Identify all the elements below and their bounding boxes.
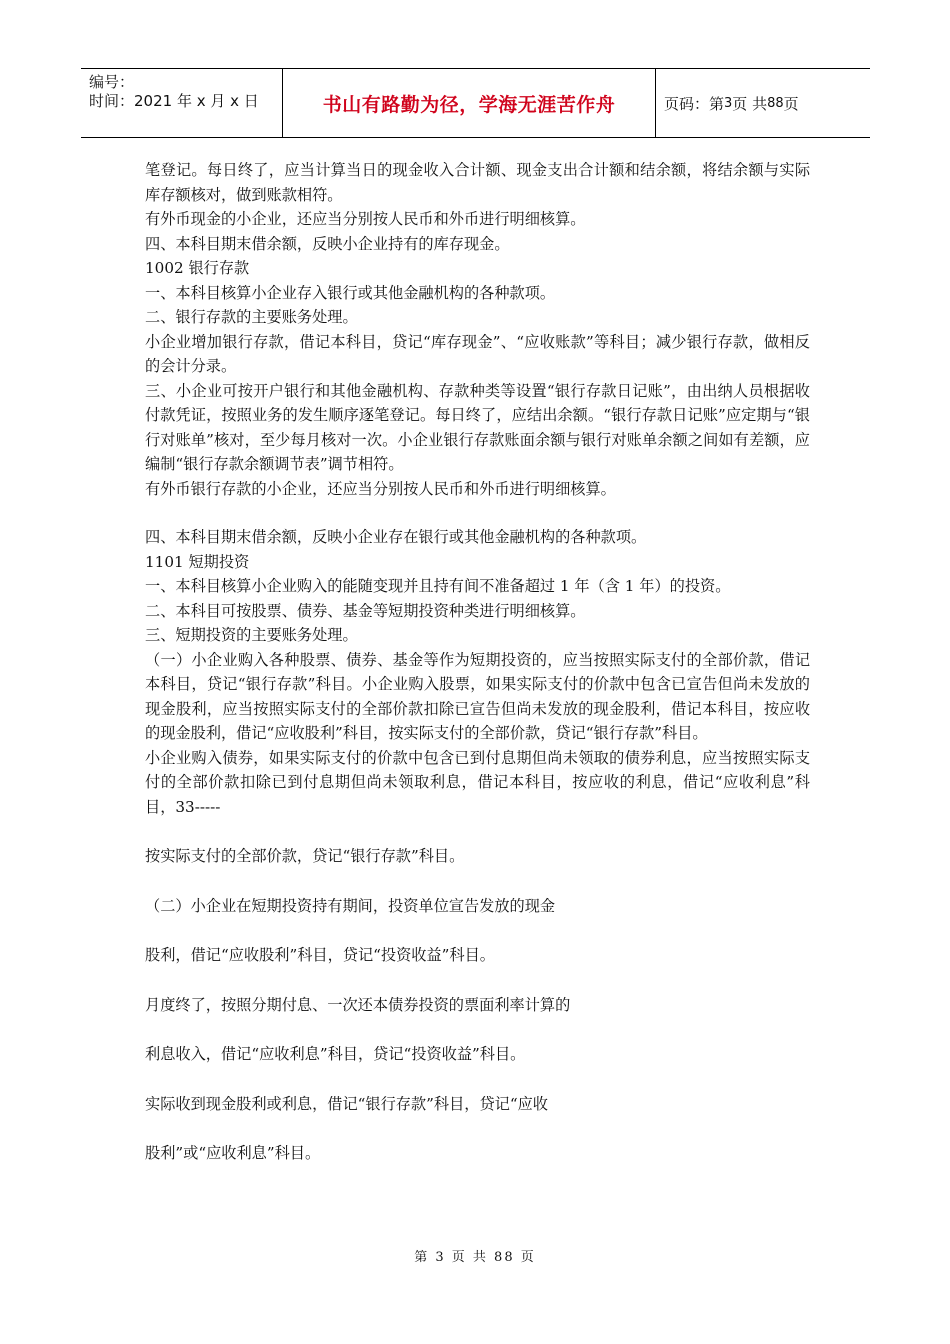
paragraph: 按实际支付的全部价款，贷记“银行存款”科目。 <box>145 847 465 865</box>
code-label: 编号： <box>89 73 135 91</box>
paragraph: 股利，借记“应收股利”科目，贷记“投资收益”科目。 <box>145 946 495 964</box>
paragraph: 一、本科目核算小企业存入银行或其他金融机构的各种款项。 <box>145 283 556 302</box>
page-footer: 第 3 页 共 88 页 <box>414 1250 536 1265</box>
date-label: 时间：2021 年 x 月 x 日 <box>89 92 259 110</box>
paragraph: （二）小企业在短期投资持有期间，投资单位宣告发放的现金 <box>145 896 556 915</box>
paragraph: 一、本科目核算小企业购入的能随变现并且持有间不准备超过 1 年（含 1 年）的投资。 <box>145 577 731 595</box>
header-meta <box>81 69 283 137</box>
paragraph: 三、小企业可按开户银行和其他金融机构、存款种类等设置“银行存款日记账”，由出纳人员根据收付款凭证，按照业务的发生顺序逐笔登记。每日终了，应结出余额。“银行存款日记账”应定期与“银行对账单”核对，至少每月核对一次。小企业银行存款账面余额与银行对账单余额之间如有差额，应编制“银行存款余额调节表”调节相符。 <box>145 381 810 473</box>
page-header <box>81 68 870 138</box>
paragraph: 四、本科目期末借余额，反映小企业持有的库存现金。 <box>145 234 510 253</box>
header-page-info <box>656 69 870 137</box>
paragraph: 笔登记。每日终了，应当计算当日的现金收入合计额、现金支出合计额和结余额，将结余额与实际库存额核对，做到账款相符。 <box>145 161 810 204</box>
paragraph: 小企业增加银行存款，借记本科目，贷记“库存现金”、“应收账款”等科目；减少银行存款，做相反的会计分录。 <box>145 332 810 375</box>
paragraph: 小企业购入债券，如果实际支付的价款中包含已到付息期但尚未领取的债券利息，应当按照实际支付的全部价款扣除已到付息期但尚未领取利息，借记本科目，按应收的利息，借记“应收利息”科目，33----- <box>145 748 810 816</box>
paragraph: 二、银行存款的主要账务处理。 <box>145 308 358 326</box>
paragraph: 实际收到现金股利或利息，借记“银行存款”科目，贷记“应收 <box>145 1094 548 1113</box>
header-motto: 书山有路勤为径，学海无涯苦作舟 <box>283 69 656 137</box>
document-body <box>145 158 810 1166</box>
section-heading: 1101 短期投资 <box>145 552 250 571</box>
paragraph: 月度终了，按照分期付息、一次还本债券投资的票面利率计算的 <box>145 995 571 1014</box>
paragraph: 有外币现金的小企业，还应当分别按人民币和外币进行明细核算。 <box>145 210 586 228</box>
paragraph: 二、本科目可按股票、债券、基金等短期投资种类进行明细核算。 <box>145 601 586 620</box>
paragraph: 三、短期投资的主要账务处理。 <box>145 626 358 644</box>
paragraph: 四、本科目期末借余额，反映小企业存在银行或其他金融机构的各种款项。 <box>145 528 647 546</box>
paragraph: （一）小企业购入各种股票、债券、基金等作为短期投资的，应当按照实际支付的全部价款，借记本科目，贷记“银行存款”科目。小企业购入股票，如果实际支付的价款中包含已宣告但尚未发放的现金股利，应当按照实际支付的全部价款扣除已宣告但尚未发放的现金股利，借记本科目，按应收的现金股利，借记“应收股利”科目，按实际支付的全部价款，贷记“银行存款”科目。 <box>145 650 810 742</box>
page-label-mid: 页 共 <box>732 94 768 113</box>
page-label-suffix: 页 <box>783 94 799 113</box>
section-heading: 1002 银行存款 <box>145 259 250 277</box>
page-label-prefix: 页码：第 <box>664 94 725 113</box>
paragraph: 股利”或“应收利息”科目。 <box>145 1144 321 1162</box>
paragraph: 有外币银行存款的小企业，还应当分别按人民币和外币进行明细核算。 <box>145 479 616 498</box>
page-total: 88 <box>767 95 784 111</box>
paragraph: 利息收入，借记“应收利息”科目，贷记“投资收益”科目。 <box>145 1045 526 1063</box>
page-current: 3 <box>724 95 733 111</box>
